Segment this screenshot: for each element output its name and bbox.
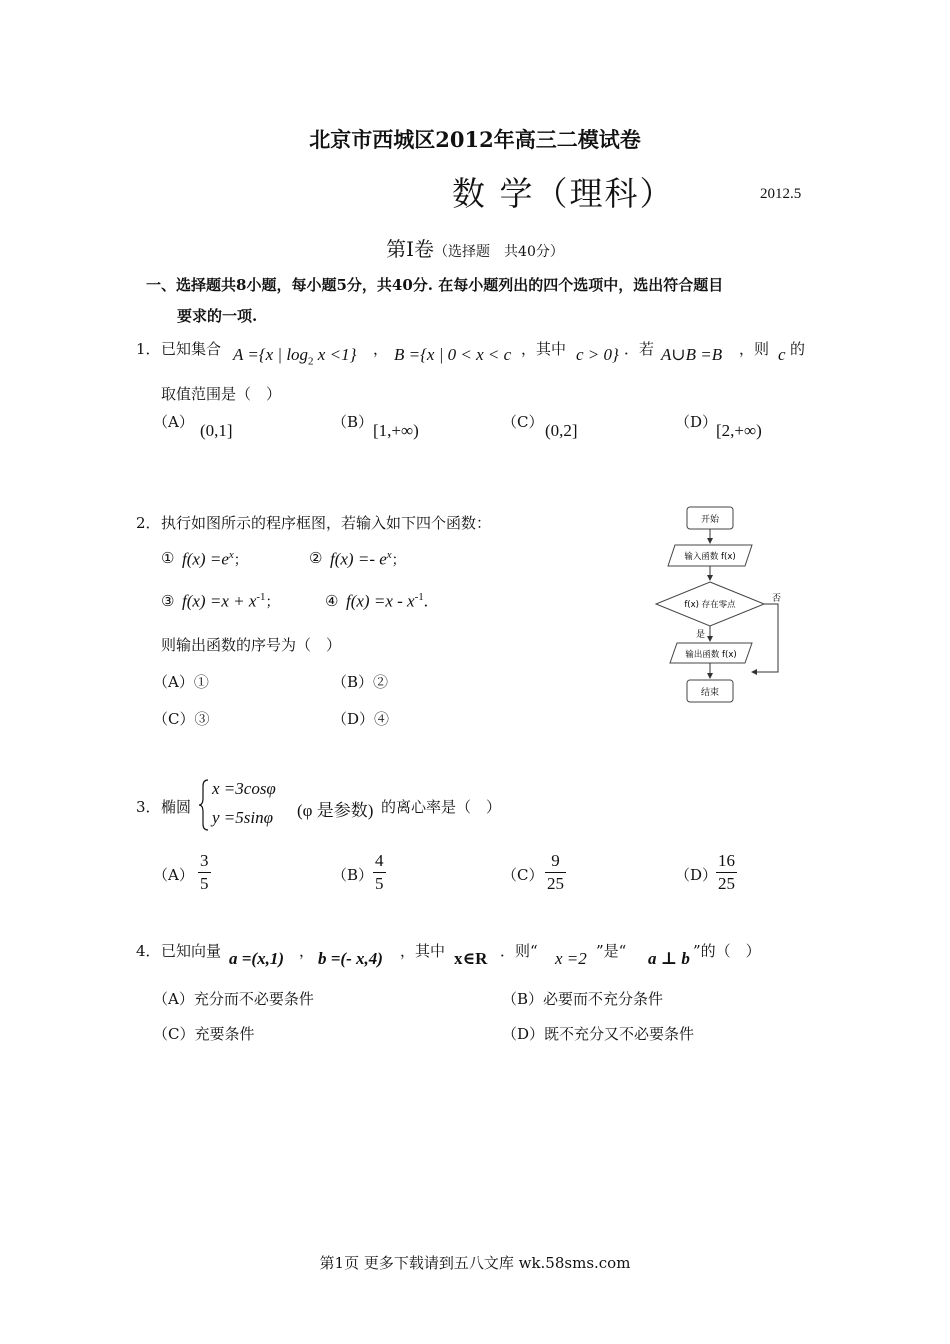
q2-f1-expr: f(x) =e [182,549,229,569]
q3-option-b-frac [373,850,386,895]
q4-option-d-value: 既不充分又不必要条件 [544,1025,695,1043]
exam-date: 2012.5 [760,186,802,202]
q1-comma: ， [373,340,389,358]
q1-then: ，则 [739,340,770,358]
flow-input-label: 输入函数 f(x) [684,552,736,562]
q1-set-a-end: x <1} [313,345,357,364]
q1-option-d-label: （D） [675,413,718,431]
q4-option-a-label: （A） [153,990,194,1008]
q3-brace [198,778,210,832]
q3-ask: 的离心率是（ ） [381,798,502,816]
q2-f3-mark: ③ [161,592,175,610]
flow-no-label: 否 [772,594,782,604]
section-line-1: 一、选择题共8小题，每小题5分，共40分. 在每小题列出的四个选项中，选出符合题目 [146,276,724,294]
flow-start-label: 开始 [700,515,720,525]
q1-text-line2: 取值范围是（ ） [161,385,282,403]
page-footer: 第1页 更多下载请到五八文库 wk.58sms.com [319,1254,631,1272]
q3-text: 椭圆 [161,798,192,816]
q3-option-d-label: （D） [675,866,718,884]
q3-option-d-den: 25 [718,874,735,893]
part-heading [0,233,950,262]
q4-option-a-value: 充分而不必要条件 [193,990,314,1008]
q2-f2-exp: x [386,549,392,561]
q3-option-a-label: （A） [153,866,194,884]
flow-end-label: 结束 [700,688,720,698]
q2-f1-end: ； [233,553,248,569]
q2-f2-expr: f(x) =- e [330,549,387,569]
q3-option-b-label: （B） [332,866,374,884]
q3-param: (φ 是参数) [297,801,374,820]
subject-title: 数 学（理科） [452,174,675,213]
q1-number: 1． [136,340,161,358]
q1-if: ．若 [624,340,655,358]
q4-then: ．则“ [500,942,538,960]
q1-text: 已知集合 [161,340,222,358]
q2-f2-end: ； [391,553,406,569]
q4-perp [648,949,690,969]
flowchart [650,500,800,710]
q1-option-c-value: (0,2] [545,421,578,440]
q1-where: ，其中 [521,340,567,358]
q1-set-a-expr: A ={x | log [233,345,309,364]
q1-condition: c > 0} [576,345,619,364]
q4-option-b-value: 必要而不充分条件 [543,990,664,1008]
q3-option-c-frac [545,850,566,895]
q3-number: 3． [136,798,161,816]
q2-f3-expr: f(x) =x + x [182,591,257,611]
q4-option-c-value: 充要条件 [194,1025,255,1043]
q4-vector-a-expr: a =(x,1) [229,949,285,968]
exam-title: 北京市西城区2012年高三二模试卷 [309,127,641,152]
q3-option-d-num: 16 [716,850,737,873]
q2-ask: 则输出函数的序号为（ ） [161,636,342,654]
q3-option-c-label: （C） [502,866,544,884]
q2-option-a-value: ① [193,673,209,691]
q2-option-a [153,671,209,692]
q2-f4-mark: ④ [325,592,339,610]
q4-condition: x =2 [555,949,587,968]
q4-option-c [153,1023,255,1044]
q2-f4-end: . [423,591,428,611]
q4-perp-expr: a ⊥ b [648,949,690,968]
q4-vector-b [318,949,383,969]
q2-number: 2． [136,514,161,532]
q4-option-c-label: （C） [153,1025,195,1043]
q4-vector-a [229,949,284,969]
q3-option-a-frac [198,850,211,895]
q1-set-a [233,345,356,367]
q3-option-c-num: 9 [545,850,566,873]
q1-option-a-value: (0,1] [200,421,233,440]
q3-option-d-frac [716,850,737,895]
q1-de: 的 [790,340,806,358]
q2-option-a-label: （A） [153,673,194,691]
q2-f3-end: ； [265,595,280,611]
q4-option-d [502,1023,694,1044]
q1-union: A∪B =B [661,345,723,364]
q2-option-b [332,671,388,692]
q2-f2 [330,549,406,570]
q2-f3 [182,591,280,612]
q1-var-c: c [778,345,786,364]
q1-set-b: B ={x | 0 < x < c [394,345,512,364]
q3-option-b-den: 5 [375,874,384,893]
q4-option-d-label: （D） [502,1025,545,1043]
q2-f2-mark: ② [309,549,323,567]
q4-is: ”是“ [596,942,627,960]
q2-option-c-label: （C） [153,710,195,728]
q1-option-a-label: （A） [153,413,194,431]
q2-option-b-label: （B） [332,673,374,691]
q4-x-real [454,949,487,969]
q2-f1 [182,549,248,570]
q3-option-a-num: 3 [198,850,211,873]
q2-f4-expr: f(x) =x - x [346,591,415,611]
q2-f4 [346,591,428,612]
q3-eq2: y =5sinφ [212,808,274,827]
q2-f3-exp: -1 [256,591,266,603]
q4-comma: ， [299,942,315,960]
q1-option-c-label: （C） [502,413,544,431]
q4-x-real-expr: x∈R [454,949,488,968]
flow-yes-label: 是 [696,630,706,640]
q3-eq1: x =3cosφ [212,779,276,798]
q2-text: 执行如图所示的程序框图，若输入如下四个函数： [161,514,492,532]
q3-option-c-den: 25 [547,874,564,893]
flow-decision-label: f(x) 存在零点 [684,600,736,610]
flow-output-label: 输出函数 f(x) [685,650,737,660]
q4-option-a [153,988,314,1009]
q2-f1-mark: ① [161,549,175,567]
q1-option-d-value: [2,+∞) [716,421,762,440]
q4-vector-b-expr: b =(- x,4) [318,949,383,968]
q3-option-a-den: 5 [200,874,209,893]
q4-option-b [502,988,663,1009]
section-instructions [146,270,816,332]
q4-number: 4． [136,942,161,960]
q2-f4-exp: -1 [414,591,424,603]
q1-option-b-value: [1,+∞) [373,421,419,440]
q2-option-c-value: ③ [194,710,210,728]
q2-option-d [332,708,389,729]
q2-f1-exp: x [228,549,234,561]
q4-option-b-label: （B） [502,990,544,1008]
q4-end: ”的（ ） [693,942,761,960]
q4-text: 已知向量 [161,942,222,960]
q1-set-a-base: 2 [308,355,314,368]
q1-option-b-label: （B） [332,413,374,431]
part-note: （选择题 共40分） [434,244,564,260]
section-line-2: 要求的一项. [177,307,258,325]
part-label: 第Ⅰ卷 [386,237,435,261]
q2-option-d-label: （D） [332,710,375,728]
q2-option-d-value: ④ [374,710,390,728]
q2-option-c [153,708,210,729]
q4-where: ，其中 [400,942,446,960]
q2-option-b-value: ② [373,673,389,691]
q3-option-b-num: 4 [373,850,386,873]
